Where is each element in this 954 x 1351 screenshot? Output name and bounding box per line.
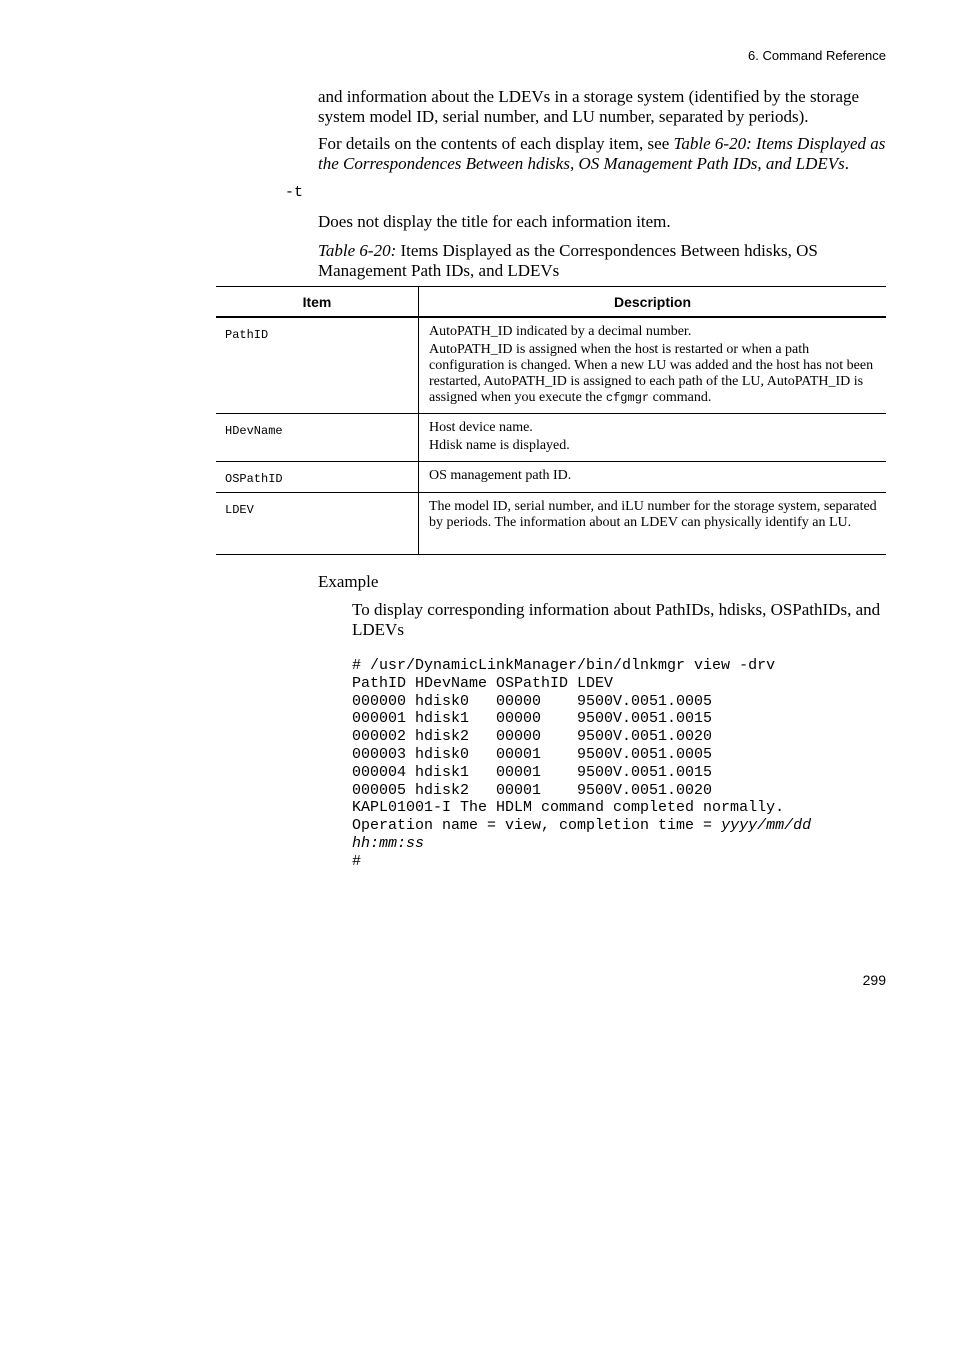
code-line: 000005 hdisk2 00001 9500V.0051.0020 (352, 781, 713, 799)
table-caption-label: Table 6-20: (318, 241, 397, 260)
header-item: Item (216, 287, 419, 318)
example-code-block (352, 657, 811, 871)
desc-hdevname-line1: Host device name. (429, 420, 533, 435)
example-heading: Example (318, 572, 379, 591)
table-row (216, 462, 886, 493)
desc-ldev-line1: The model ID, serial number, and iLU number for the storage system, separated by periods. The information about an LDEV can physically identify an LU. (429, 499, 877, 530)
code-line: 000000 hdisk0 00000 9500V.0051.0005 (352, 692, 713, 710)
desc-pathid-tail: command. (649, 390, 712, 405)
desc-pathid (419, 317, 887, 414)
details-paragraph (318, 134, 888, 174)
desc-hdevname (419, 414, 887, 462)
desc-ospathid (419, 462, 887, 493)
desc-pathid-detail (429, 342, 878, 406)
code-line: KAPL01001-I The HDLM command completed normally. (352, 799, 785, 817)
table-row (216, 317, 886, 414)
details-prefix: For details on the contents of each display item, see (318, 134, 674, 153)
code-line: PathID HDevName OSPathID LDEV (352, 674, 614, 692)
running-header: 6. Command Reference (747, 48, 886, 63)
item-ospathid: OSPathID (216, 462, 419, 493)
cfgmgr-command: cfgmgr (605, 391, 650, 405)
header-description: Description (419, 287, 887, 318)
code-operation-prefix: Operation name = view, completion time = (352, 817, 722, 835)
intro-paragraph: and information about the LDEVs in a storage system (identified by the storage system model ID, serial number, and LU number, separated by periods). (318, 87, 860, 126)
details-suffix: . (844, 154, 850, 173)
page-number: 299 (862, 972, 886, 988)
code-line: 000003 hdisk0 00001 9500V.0051.0005 (352, 745, 713, 763)
code-line: 000004 hdisk1 00001 9500V.0051.0015 (352, 763, 713, 781)
items-table (216, 286, 886, 555)
item-pathid: PathID (216, 317, 419, 414)
table-caption (318, 241, 888, 281)
table-row (216, 414, 886, 462)
desc-ospathid-line1: OS management path ID. (429, 468, 572, 483)
table-header-row (216, 287, 886, 318)
code-line: # /usr/DynamicLinkManager/bin/dlnkmgr view -drv (352, 657, 776, 674)
code-time-placeholder: hh:mm:ss (352, 834, 425, 852)
code-date-placeholder: yyyy/mm/dd (721, 817, 812, 835)
example-intro: To display corresponding information about PathIDs, hdisks, OSPathIDs, and LDEVs (352, 600, 881, 639)
code-prompt: # (352, 852, 362, 870)
table-reference-link: Table 6-20: Items Displayed as the Correspondences Between hdisks, OS Management Path IDs, and LDEVs (318, 134, 886, 173)
desc-pathid-text: AutoPATH_ID is assigned when the host is restarted or when a path configuration is changed. When a new LU was added and the host has not been restarted, AutoPATH_ID is assigned to each path of the LU, AutoPATH_ID is assigned when you execute the (429, 342, 874, 405)
desc-hdevname-line2: Hdisk name is displayed. (429, 438, 570, 453)
table-row (216, 493, 886, 555)
table-caption-title: Items Displayed as the Correspondences Between hdisks, OS Management Path IDs, and LDEVs (318, 241, 818, 280)
code-line: 000002 hdisk2 00000 9500V.0051.0020 (352, 728, 713, 746)
code-line: 000001 hdisk1 00000 9500V.0051.0015 (352, 710, 713, 728)
option-t-flag: -t (285, 184, 304, 201)
item-ldev: LDEV (216, 493, 419, 555)
desc-pathid-line1: AutoPATH_ID indicated by a decimal number. (429, 324, 692, 339)
desc-ldev (419, 493, 887, 555)
item-hdevname: HDevName (216, 414, 419, 462)
option-t-description: Does not display the title for each information item. (318, 212, 671, 231)
